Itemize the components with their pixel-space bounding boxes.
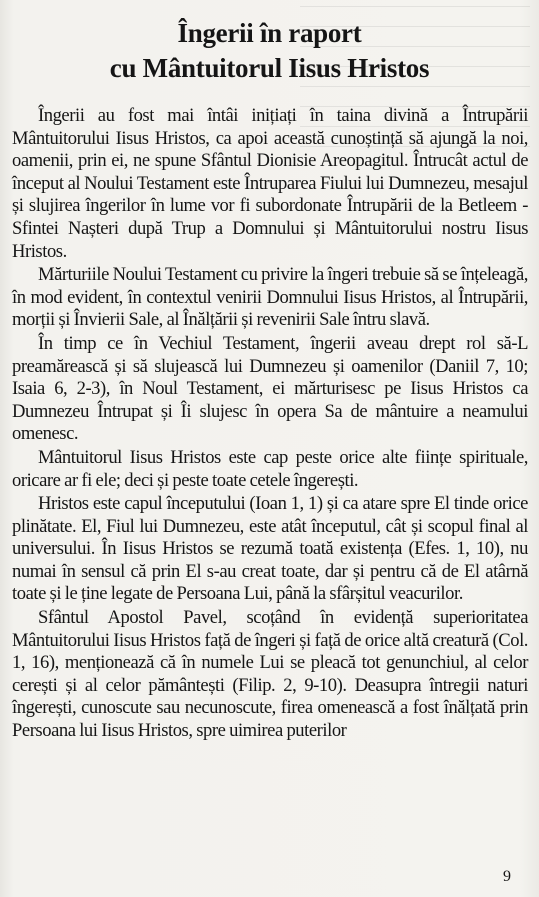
paragraph-5: Hristos este capul începutului (Ioan 1, 1) și ca atare spre El tinde orice plinătate. El, Fiul lui Dumnezeu, este atât începutul, cât și scopul final al universului. În Iisus Hristos se rezumă toată existența (Efes. 1, 10), nu numai în sensul că prin El s-au creat toate, dar și pentru că de El atârnă toate și le ține legate de Persoana Lui, până la sfârșitul veacurilor.: [12, 493, 528, 605]
chapter-title-line-1: Îngerii în raport: [177, 18, 362, 48]
paragraph-2: Mărturiile Noului Testament cu privire la îngeri trebuie să se înțeleagă, în mod evident, în contextul venirii Domnului Iisus Hristos, al Întrupării, morții și Învierii Sale, al Înălțării și revenirii Sale întru slavă.: [12, 264, 528, 331]
paragraph-3: În timp ce în Vechiul Testament, îngerii aveau drept rol să-L preamărească și să slujească lui Dumnezeu și oamenilor (Daniil 7, 10; Isaia 6, 2-3), în Noul Testament, ei mărturisesc pe Iisus Hristos ca Dumnezeu Întrupat și Îi slujesc în opera Sa de mântuire a neamului omenesc.: [12, 332, 528, 445]
chapter-title-line-2: cu Mântuitorul Iisus Hristos: [109, 53, 430, 83]
page-number: 9: [503, 868, 511, 885]
paragraph-4: Mântuitorul Iisus Hristos este cap peste orice alte ființe spirituale, oricare ar fi ele; deci și peste toate cetele îngerești.: [12, 446, 528, 491]
paragraph-1: Îngerii au fost mai întâi inițiați în taina divină a Întrupării Mântuitorului Iisus Hristos, ca apoi această cunoștință să ajungă la noi, oamenii, prin ei, ne spune Sfântul Dionisie Areopagitul. Întrucât actul de început al Noului Testament este Întruparea Fiului lui Dumnezeu, mesajul și slujirea îngerilor în lume vor fi subordonate Întrupării de la Betleem - Sfintei Nașteri după Trup a Domnului și Mântuitorului nostru Iisus Hristos.: [12, 105, 528, 262]
paragraph-6: Sfântul Apostol Pavel, scoțând în evidență superioritatea Mântuitorului Iisus Hristos față de îngeri și față de orice altă creatură (Col. 1, 16), menționează că în numele Lui se pleacă tot genunchiul, al celor cerești și al celor pământești (Filip. 2, 9-10). Deasupra întregii naturi îngerești, cunoscute sau necunoscute, firea omenească a fost înălțată prin Persoana lui Iisus Hristos, spre uimirea puterilor: [12, 607, 528, 742]
page-body: [12, 105, 528, 743]
